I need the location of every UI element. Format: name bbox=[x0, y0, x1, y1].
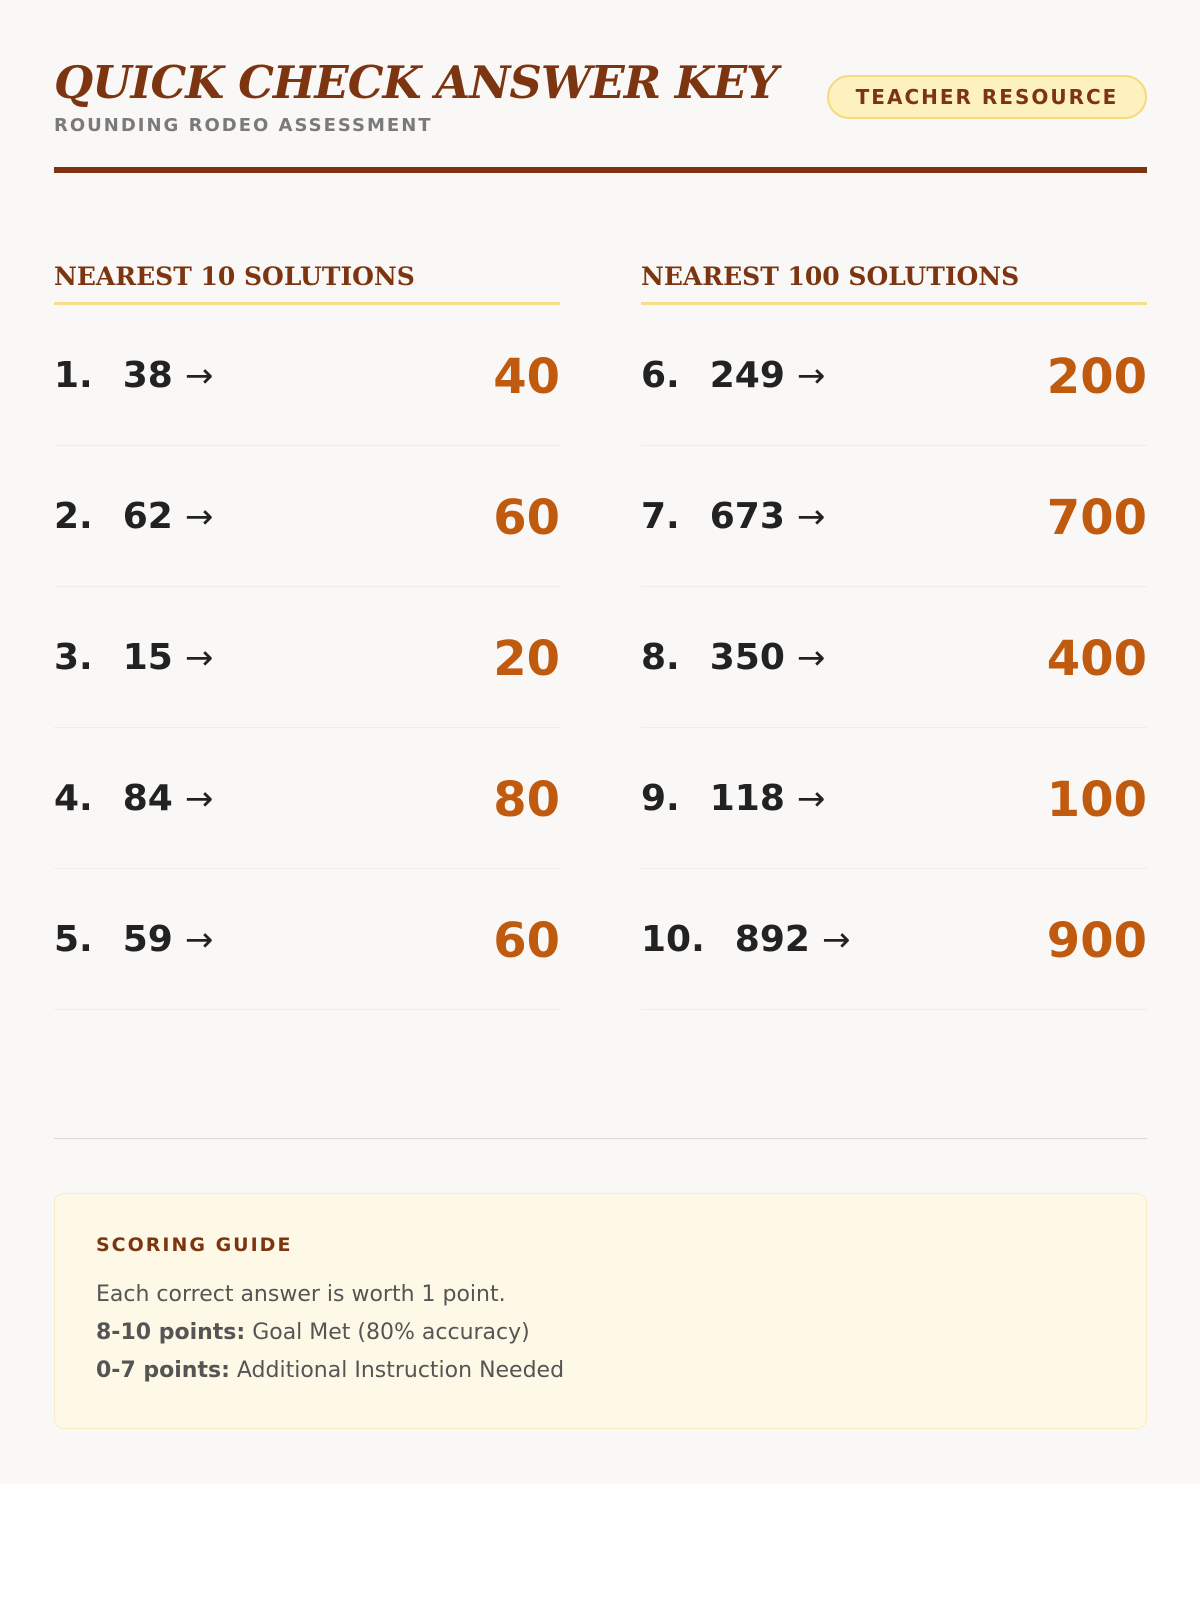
answer-value: 60 bbox=[493, 913, 560, 969]
answer-value: 80 bbox=[493, 772, 560, 828]
answer-value: 20 bbox=[493, 631, 560, 687]
page-title: QUICK CHECK ANSWER KEY bbox=[54, 56, 778, 109]
answer-value: 900 bbox=[1046, 913, 1147, 969]
scoring-line-3 bbox=[96, 1352, 1105, 1390]
scoring-line-3-text: Additional Instruction Needed bbox=[236, 1358, 565, 1383]
arrow-icon: → bbox=[184, 637, 214, 678]
question-value: 673 bbox=[709, 496, 785, 537]
arrow-icon: → bbox=[184, 355, 214, 396]
arrow-icon: → bbox=[796, 355, 826, 396]
answer-value: 200 bbox=[1046, 349, 1147, 405]
scoring-line-1: Each correct answer is worth 1 point. bbox=[96, 1282, 506, 1307]
nearest-100-section bbox=[641, 255, 1147, 1010]
teacher-resource-badge: TEACHER RESOURCE bbox=[827, 75, 1147, 119]
question-value: 118 bbox=[709, 778, 785, 819]
scoring-line-2-text: Goal Met (80% accuracy) bbox=[252, 1320, 530, 1345]
question-number: 7. bbox=[641, 496, 680, 537]
question-value: 38 bbox=[122, 355, 173, 396]
question-number: 8. bbox=[641, 637, 680, 678]
section-heading: NEAREST 10 SOLUTIONS bbox=[54, 255, 560, 305]
section-heading: NEAREST 100 SOLUTIONS bbox=[641, 255, 1147, 305]
answer-row bbox=[641, 587, 1147, 728]
arrow-icon: → bbox=[821, 919, 851, 960]
answer-value: 60 bbox=[493, 490, 560, 546]
scoring-line-3-label: 0-7 points: bbox=[96, 1358, 230, 1383]
answer-row bbox=[54, 587, 560, 728]
answer-value: 400 bbox=[1046, 631, 1147, 687]
answer-row bbox=[54, 446, 560, 587]
arrow-icon: → bbox=[184, 919, 214, 960]
question-number: 10. bbox=[641, 919, 705, 960]
page-subtitle: ROUNDING RODEO ASSESSMENT bbox=[54, 115, 433, 136]
arrow-icon: → bbox=[184, 496, 214, 537]
answer-value: 700 bbox=[1046, 490, 1147, 546]
scoring-guide-box bbox=[54, 1193, 1147, 1429]
question-value: 84 bbox=[122, 778, 173, 819]
question-value: 892 bbox=[734, 919, 810, 960]
answer-value: 40 bbox=[493, 349, 560, 405]
nearest-10-section bbox=[54, 255, 560, 1010]
scoring-guide-title: SCORING GUIDE bbox=[96, 1234, 293, 1256]
answer-value: 100 bbox=[1046, 772, 1147, 828]
question-number: 3. bbox=[54, 637, 93, 678]
question-number: 9. bbox=[641, 778, 680, 819]
arrow-icon: → bbox=[796, 637, 826, 678]
answer-row bbox=[54, 728, 560, 869]
question-value: 62 bbox=[122, 496, 173, 537]
answer-row bbox=[641, 446, 1147, 587]
arrow-icon: → bbox=[796, 496, 826, 537]
section-divider bbox=[54, 1138, 1147, 1139]
question-value: 350 bbox=[709, 637, 785, 678]
question-value: 15 bbox=[122, 637, 173, 678]
question-number: 1. bbox=[54, 355, 93, 396]
arrow-icon: → bbox=[184, 778, 214, 819]
question-number: 2. bbox=[54, 496, 93, 537]
answer-row bbox=[54, 869, 560, 1010]
scoring-line-2 bbox=[96, 1314, 1105, 1352]
header-rule bbox=[54, 167, 1147, 173]
answer-row bbox=[54, 305, 560, 446]
arrow-icon: → bbox=[796, 778, 826, 819]
scoring-line-2-label: 8-10 points: bbox=[96, 1320, 246, 1345]
question-value: 59 bbox=[122, 919, 173, 960]
answer-row bbox=[641, 869, 1147, 1010]
answer-row bbox=[641, 728, 1147, 869]
header bbox=[54, 56, 1147, 176]
question-number: 4. bbox=[54, 778, 93, 819]
question-number: 5. bbox=[54, 919, 93, 960]
question-number: 6. bbox=[641, 355, 680, 396]
question-value: 249 bbox=[709, 355, 785, 396]
answer-row bbox=[641, 305, 1147, 446]
